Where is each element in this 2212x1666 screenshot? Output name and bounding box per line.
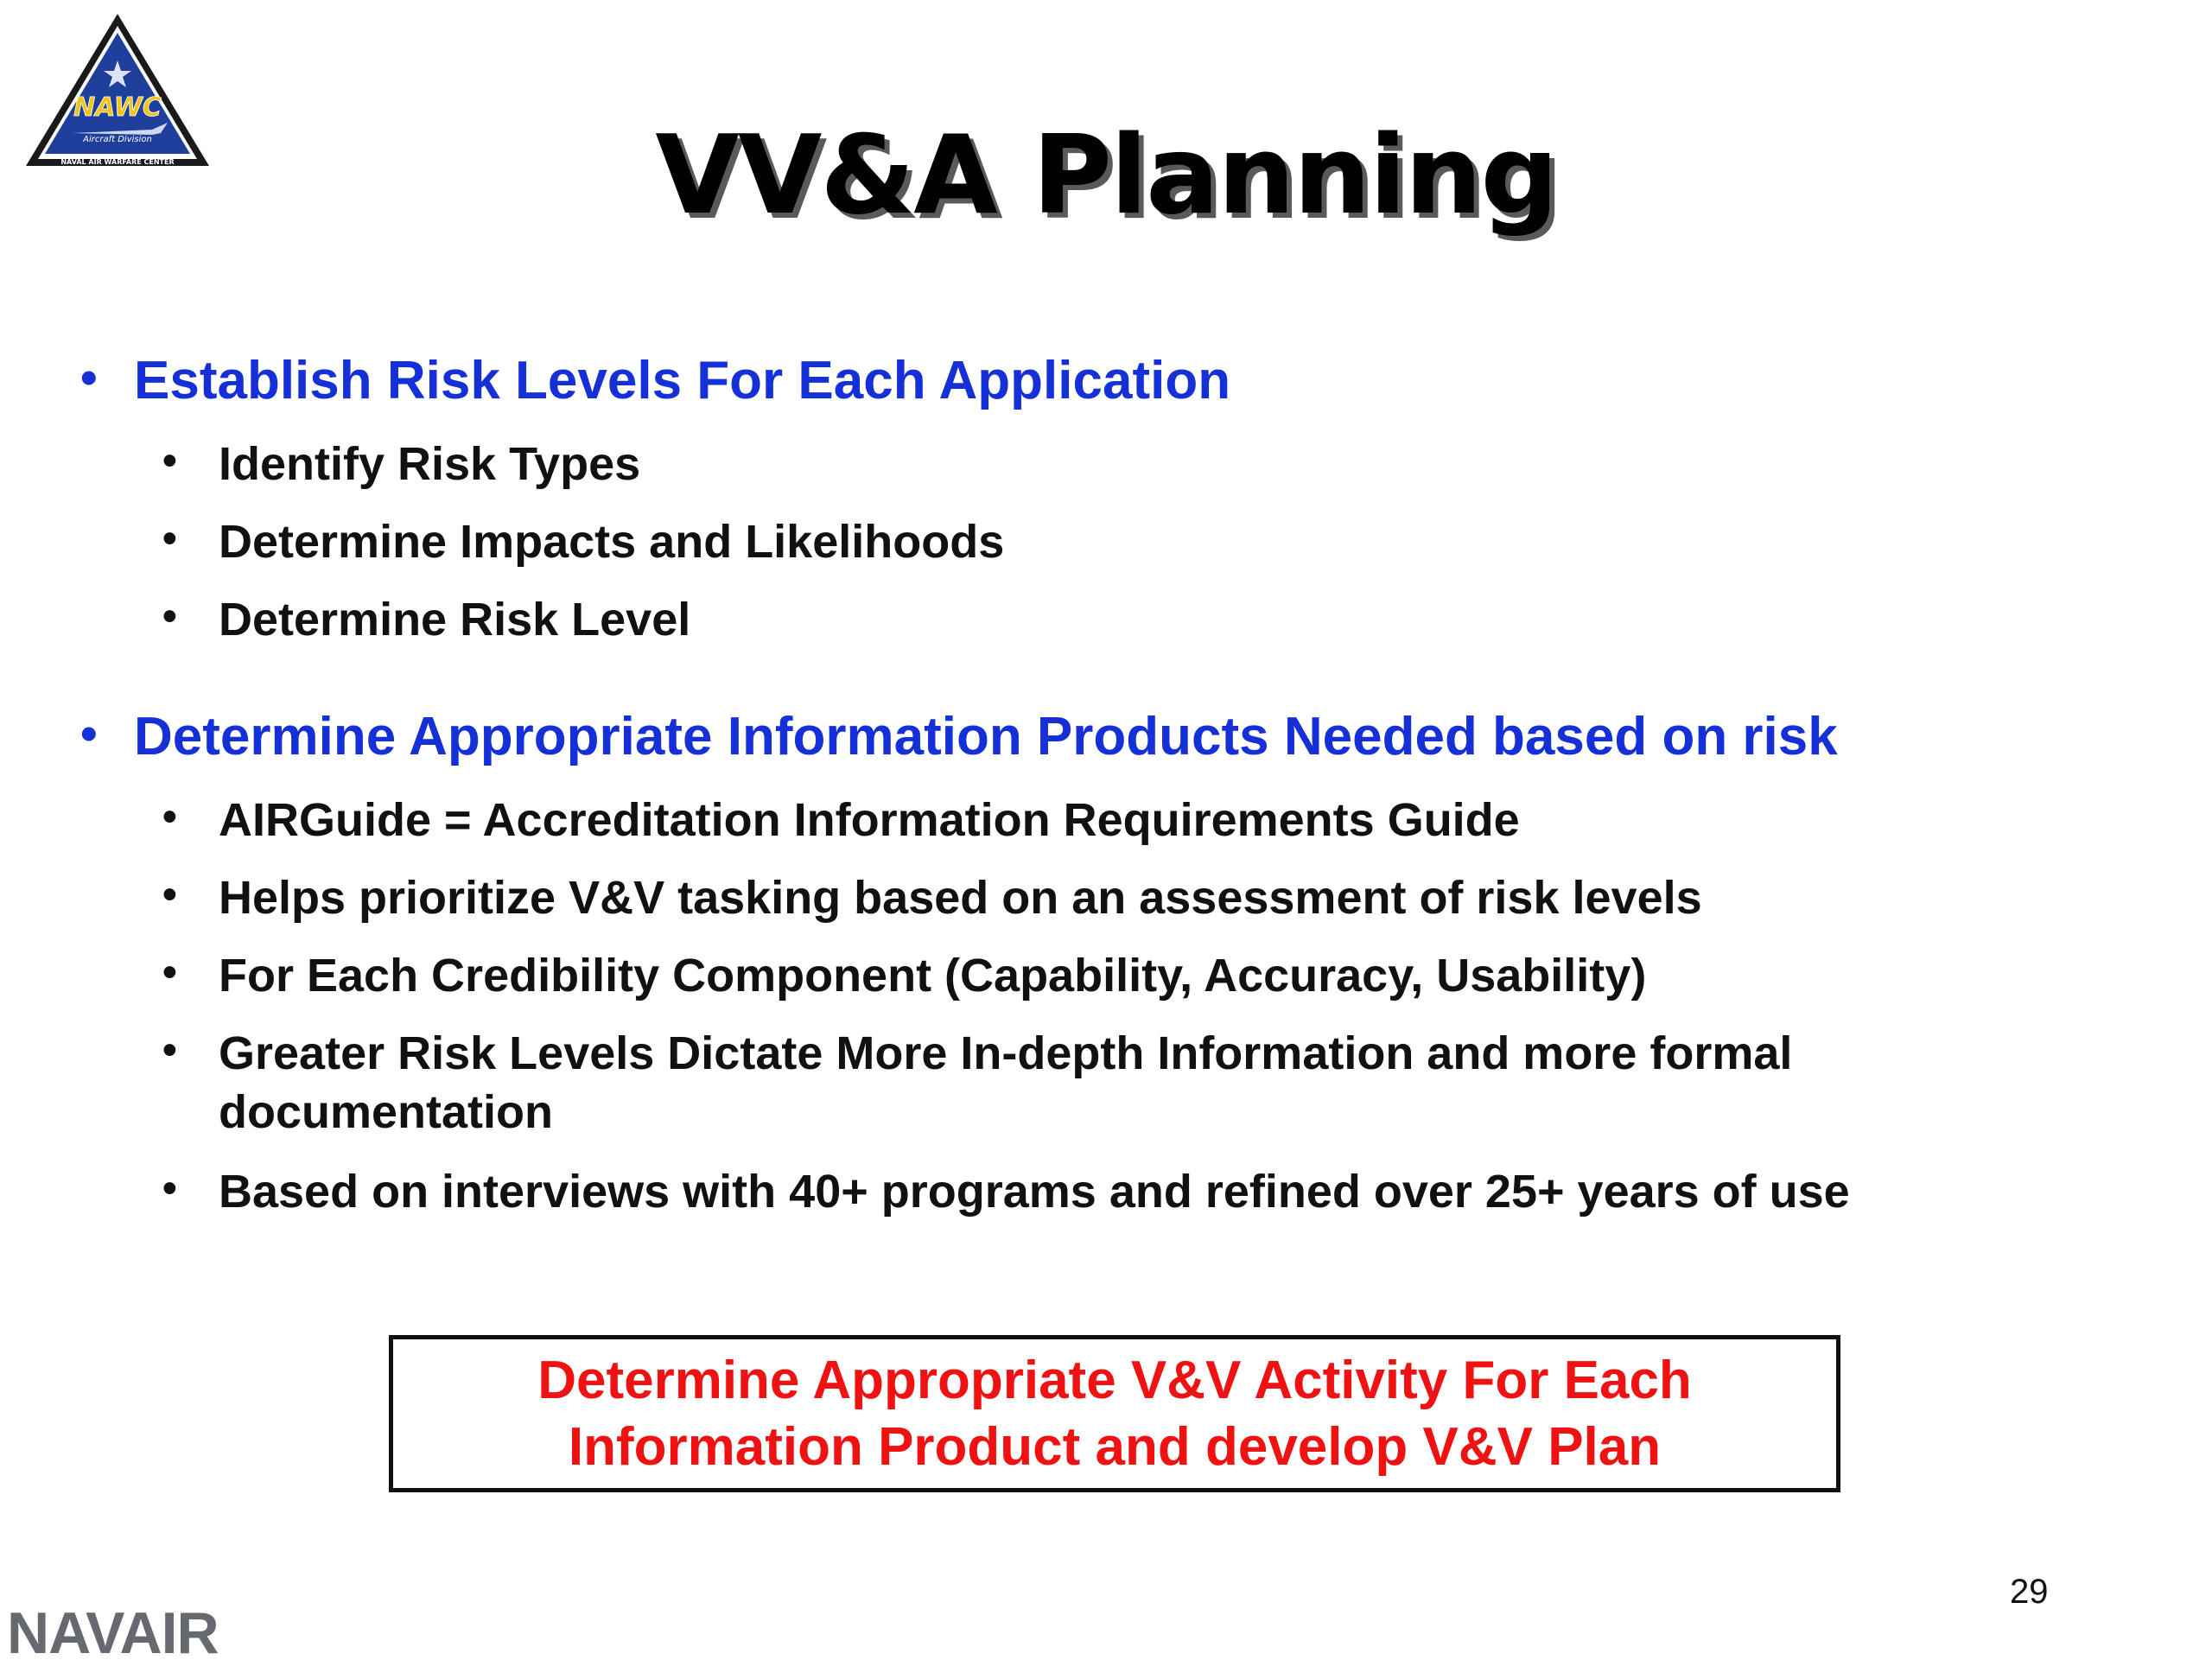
bullet-risk-levels: • Establish Risk Levels For Each Application	[80, 350, 1231, 410]
bullet-icon: •	[162, 516, 177, 562]
page-number: 29	[2010, 1573, 2049, 1611]
sub-bullet: • Determine Risk Level	[162, 594, 691, 645]
logo-subtext: Aircraft Division	[83, 135, 152, 144]
bullet-icon: •	[162, 1166, 177, 1211]
sub-bullet: • Greater Risk Levels Dictate More In-depth Information and more formal	[162, 1027, 1793, 1079]
sub-bullet: • Determine Impacts and Likelihoods	[162, 516, 1005, 568]
sub-bullet: • Helps prioritize V&V tasking based on an assessment of risk levels	[162, 872, 1702, 924]
bullet-icon: •	[162, 1027, 177, 1073]
bullet-icon: •	[80, 350, 98, 404]
sub-bullet: • For Each Credibility Component (Capability, Accuracy, Usability)	[162, 950, 1647, 1002]
sub-bullet-continuation: documentation	[219, 1086, 553, 1138]
sub-bullet: • Based on interviews with 40+ programs and refined over 25+ years of use	[162, 1166, 1850, 1218]
callout-box	[389, 1335, 1840, 1492]
bullet-icon: •	[162, 794, 177, 840]
callout-line: Information Product and develop V&V Plan	[568, 1417, 1662, 1477]
bullet-icon: •	[162, 438, 177, 484]
logo-text: NAWC	[73, 92, 162, 123]
callout-line: Determine Appropriate V&V Activity For Each	[537, 1350, 1692, 1410]
bullet-icon: •	[162, 950, 177, 995]
logo-footer: NAVAL AIR WARFARE CENTER	[60, 158, 175, 166]
bullet-icon: •	[162, 872, 177, 918]
sub-bullet: • Identify Risk Types	[162, 438, 641, 490]
sub-bullet: • AIRGuide = Accreditation Information Requirements Guide	[162, 794, 1520, 846]
navair-logo-text: NAVAIR	[7, 1600, 219, 1666]
slide-title: VV&A Planning	[655, 111, 1557, 238]
bullet-info-products: • Determine Appropriate Information Products Needed based on risk	[80, 706, 1838, 766]
bullet-icon: •	[80, 706, 98, 760]
bullet-icon: •	[162, 594, 177, 639]
